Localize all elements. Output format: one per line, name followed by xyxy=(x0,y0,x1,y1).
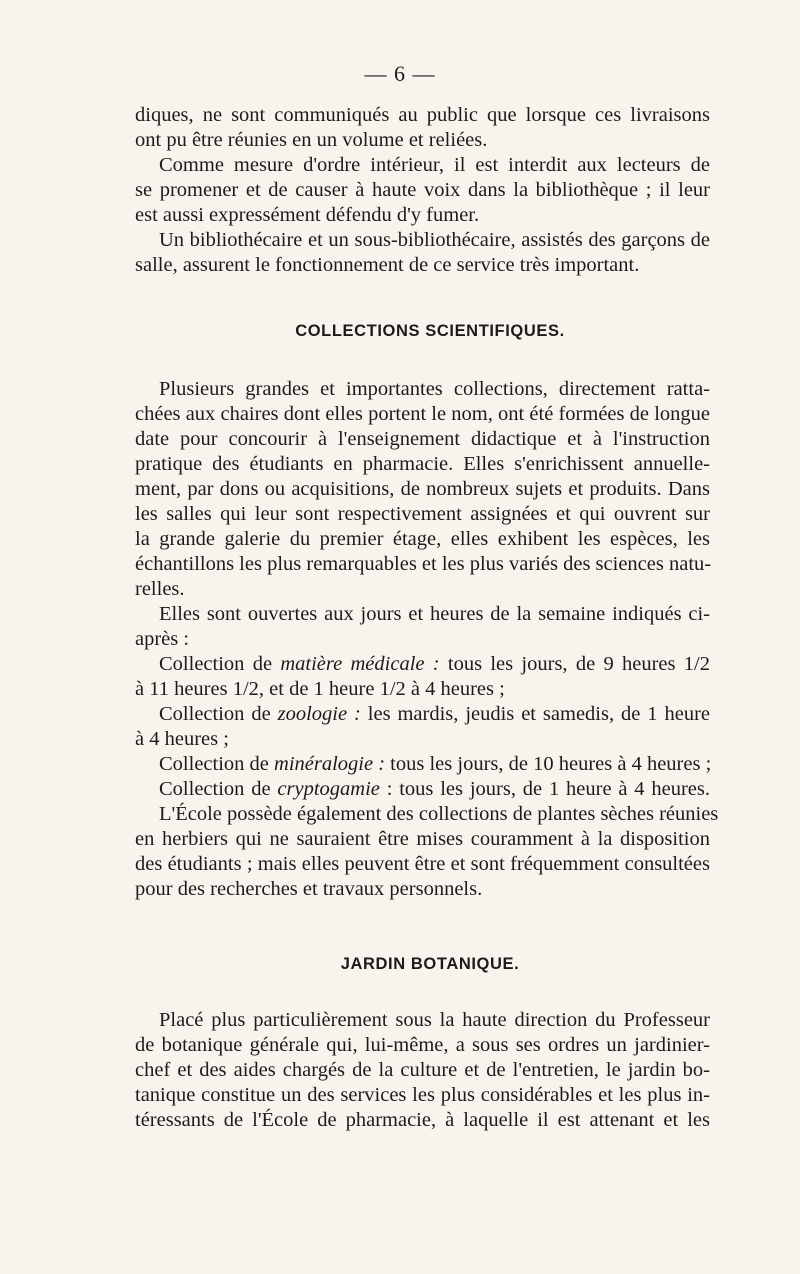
text-line: Elles sont ouvertes aux jours et heures de la semaine indiqués ci- xyxy=(159,603,710,625)
text-line: est aussi expressément défendu d'y fumer. xyxy=(135,204,480,226)
section-heading-collections: COLLECTIONS SCIENTIFIQUES. xyxy=(295,322,565,340)
text-line: de botanique générale qui, lui-même, a sous ses ordres un jardinier- xyxy=(135,1034,710,1056)
schedule-matiere-medicale: Collection de matière médicale : tous les jours, de 9 heures 1/2 xyxy=(159,653,710,675)
text-line: ont pu être réunies en un volume et reliées. xyxy=(135,129,488,151)
schedule-mineralogie: Collection de minéralogie : tous les jours, de 10 heures à 4 heures ; xyxy=(159,753,712,775)
text-line: tanique constitue un des services les plus considérables et les plus in- xyxy=(135,1084,710,1106)
text-line: date pour concourir à l'enseignement didactique et à l'instruction xyxy=(135,428,710,450)
text-line: relles. xyxy=(135,578,185,600)
paragraph-bibliotheque xyxy=(135,103,710,278)
text-line: les salles qui leur sont respectivement assignées et qui ouvrent sur xyxy=(135,503,710,525)
text-line: chef et des aides chargés de la culture et de l'entretien, le jardin bo- xyxy=(135,1059,710,1081)
schedule-zoologie: Collection de zoologie : les mardis, jeudis et samedis, de 1 heure xyxy=(159,703,710,725)
text-line: en herbiers qui ne sauraient être mises couramment à la disposition xyxy=(135,828,710,850)
page-number: — 6 — xyxy=(364,61,436,86)
paragraph-jardin xyxy=(135,1008,710,1133)
text-line: se promener et de causer à haute voix dans la bibliothèque ; il leur xyxy=(135,179,710,201)
text-line: des étudiants ; mais elles peuvent être et sont fréquemment consultées xyxy=(135,853,710,875)
text-line: la grande galerie du premier étage, elles exhibent les espèces, les xyxy=(135,528,710,550)
text-line: pratique des étudiants en pharmacie. Elles s'enrichissent annuelle- xyxy=(135,453,710,475)
text-line: Plusieurs grandes et importantes collections, directement ratta- xyxy=(159,378,710,400)
section-heading-jardin: JARDIN BOTANIQUE. xyxy=(340,955,520,973)
text-line: téressants de l'École de pharmacie, à laquelle il est attenant et les xyxy=(135,1109,710,1131)
text-line: échantillons les plus remarquables et les plus variés des sciences natu- xyxy=(135,553,712,575)
text-line: diques, ne sont communiqués au public que lorsque ces livraisons xyxy=(135,104,710,126)
text-line: après : xyxy=(135,628,190,650)
text-line: à 4 heures ; xyxy=(135,728,229,750)
text-line: ment, par dons ou acquisitions, de nombreux sujets et produits. Dans xyxy=(135,478,710,500)
text-line: salle, assurent le fonctionnement de ce service très important. xyxy=(135,254,640,276)
paragraph-collections xyxy=(135,377,719,902)
text-line: à 11 heures 1/2, et de 1 heure 1/2 à 4 heures ; xyxy=(135,678,505,700)
text-line: Placé plus particulièrement sous la haute direction du Professeur xyxy=(159,1009,710,1031)
text-line: pour des recherches et travaux personnels. xyxy=(135,878,483,900)
text-line: L'École possède également des collections de plantes sèches réunies xyxy=(159,803,719,825)
text-line: Comme mesure d'ordre intérieur, il est interdit aux lecteurs de xyxy=(159,154,710,176)
schedule-cryptogamie: Collection de cryptogamie : tous les jours, de 1 heure à 4 heures. xyxy=(159,778,710,800)
text-line: Un bibliothécaire et un sous-bibliothécaire, assistés des garçons de xyxy=(159,229,710,251)
text-line: chées aux chaires dont elles portent le nom, ont été formées de longue xyxy=(135,403,710,425)
